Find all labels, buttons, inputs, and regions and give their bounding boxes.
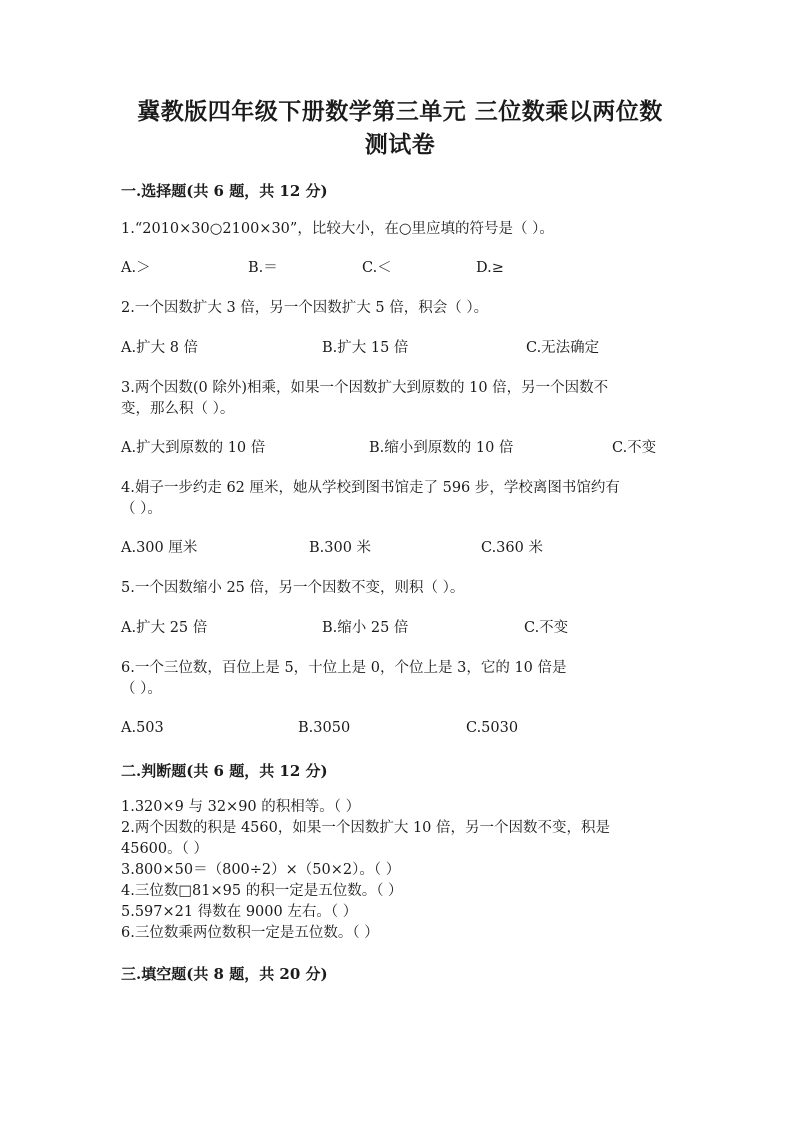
question-5-stem: 5.一个因数缩小 25 倍，另一个因数不变，则积（ ）。 bbox=[121, 580, 465, 596]
question-4-stem-line-2: （ ）。 bbox=[121, 501, 162, 517]
question-3-option-a: A.扩大到原数的 10 倍 bbox=[121, 440, 266, 456]
question-6-stem-line-2: （ ）。 bbox=[121, 681, 162, 697]
question-3-stem-line-2: 变，那么积（ ）。 bbox=[121, 401, 235, 417]
question-2-stem: 2.一个因数扩大 3 倍，另一个因数扩大 5 倍，积会（ ）。 bbox=[121, 300, 489, 316]
question-1-option-d: D.≥ bbox=[476, 260, 504, 276]
question-5-option-b: B.缩小 25 倍 bbox=[322, 620, 409, 636]
question-3-option-b: B.缩小到原数的 10 倍 bbox=[369, 440, 514, 456]
question-4-option-a: A.300 厘米 bbox=[121, 540, 198, 556]
judge-item-1: 1.320×9 与 32×90 的积相等。（ ） bbox=[121, 799, 361, 815]
judge-item-5: 5.597×21 得数在 9000 左右。（ ） bbox=[121, 904, 358, 920]
question-1-option-c: C.＜ bbox=[362, 260, 392, 276]
judge-item-2-line-1: 2.两个因数的积是 4560，如果一个因数扩大 10 倍，另一个因数不变，积是 bbox=[121, 820, 611, 836]
question-1-option-a: A.＞ bbox=[121, 260, 151, 276]
section-heading-judge: 二.判断题(共 6 题，共 12 分) bbox=[121, 762, 328, 780]
judge-item-4: 4.三位数□81×95 的积一定是五位数。（ ） bbox=[121, 883, 403, 899]
question-3-option-c: C.不变 bbox=[612, 440, 657, 456]
question-6-option-a: A.503 bbox=[121, 720, 164, 736]
section-heading-fill: 三.填空题(共 8 题，共 20 分) bbox=[121, 965, 328, 983]
question-4-option-b: B.300 米 bbox=[309, 540, 372, 556]
question-6-option-b: B.3050 bbox=[298, 720, 351, 736]
question-2-option-c: C.无法确定 bbox=[526, 340, 600, 356]
question-6-stem-line-1: 6.一个三位数，百位上是 5，十位上是 0，个位上是 3，它的 10 倍是 bbox=[121, 660, 567, 676]
exam-title-line-2: 测试卷 bbox=[364, 131, 436, 158]
judge-item-2-line-2: 45600。（ ） bbox=[121, 841, 208, 857]
judge-item-6: 6.三位数乘两位数积一定是五位数。（ ） bbox=[121, 925, 379, 941]
question-2-option-b: B.扩大 15 倍 bbox=[322, 340, 409, 356]
question-3-stem-line-1: 3.两个因数(0 除外)相乘，如果一个因数扩大到原数的 10 倍，另一个因数不 bbox=[121, 380, 609, 396]
question-5-option-a: A.扩大 25 倍 bbox=[121, 620, 208, 636]
judge-item-3: 3.800×50＝（800÷2）×（50×2）。（ ） bbox=[121, 862, 401, 878]
section-heading-choice: 一.选择题(共 6 题，共 12 分) bbox=[121, 182, 328, 200]
question-2-option-a: A.扩大 8 倍 bbox=[121, 340, 199, 356]
question-4-option-c: C.360 米 bbox=[481, 540, 543, 556]
exam-title-line-1: 冀教版四年级下册数学第三单元 三位数乘以两位数 bbox=[137, 98, 663, 125]
question-5-option-c: C.不变 bbox=[524, 620, 569, 636]
question-6-option-c: C.5030 bbox=[466, 720, 519, 736]
question-1-stem: 1.“2010×30○2100×30”，比较大小，在○里应填的符号是（ ）。 bbox=[121, 221, 554, 237]
question-1-option-b: B.＝ bbox=[248, 260, 278, 276]
question-4-stem-line-1: 4.娟子一步约走 62 厘米，她从学校到图书馆走了 596 步，学校离图书馆约有 bbox=[121, 480, 620, 496]
